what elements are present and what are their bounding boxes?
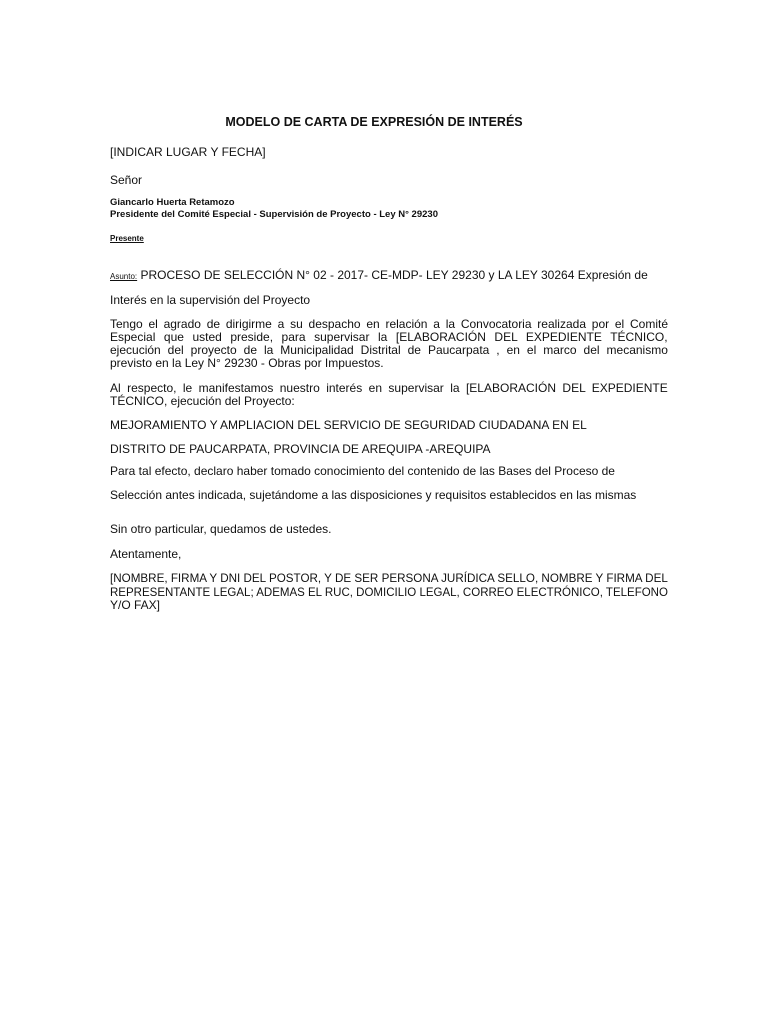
asunto-label: Asunto: (110, 272, 138, 281)
asunto-line (110, 268, 648, 284)
presente: Presente (110, 234, 144, 243)
paragraph-line: Al respecto, le manifestamos nuestro interés en supervisar la [ELABORACIÓN DEL EXPEDIENTE (110, 381, 668, 395)
project-line: DISTRITO DE PAUCARPATA, PROVINCIA DE AREQUIPA -AREQUIPA (110, 442, 491, 456)
sign-off: Atentamente, (110, 547, 182, 561)
signature-line: [NOMBRE, FIRMA Y DNI DEL POSTOR, Y DE SER PERSONA JURÍDICA SELLO, NOMBRE Y FIRMA DEL (110, 571, 668, 585)
paragraph-line: ejecución del proyecto de la Municipalidad Distrital de Paucarpata , en el marco del mecanismo (110, 343, 668, 357)
place-date: [INDICAR LUGAR Y FECHA] (110, 145, 266, 159)
salutation: Señor (110, 173, 143, 187)
project-line: MEJORAMIENTO Y AMPLIACION DEL SERVICIO DE SEGURIDAD CIUDADANA EN EL (110, 418, 587, 432)
signature-line: Y/O FAX] (110, 598, 161, 612)
recipient-title: Presidente del Comité Especial - Supervisión de Proyecto - Ley N° 29230 (110, 209, 438, 220)
paragraph-line: Tengo el agrado de dirigirme a su despacho en relación a la Convocatoria realizada por el Comité (110, 317, 669, 331)
paragraph-line: TÉCNICO, ejecución del Proyecto: (110, 394, 295, 408)
recipient-name: Giancarlo Huerta Retamozo (110, 197, 235, 208)
paragraph-line: Especial que usted preside, para supervisar la [ELABORACIÓN DEL EXPEDIENTE TÉCNICO, (110, 330, 668, 344)
asunto-text: PROCESO DE SELECCIÓN N° 02 - 2017- CE-MDP- LEY 29230 y LA LEY 30264 Expresión de (137, 268, 648, 282)
paragraph-line: previsto en la Ley N° 29230 - Obras por Impuestos. (110, 356, 384, 370)
paragraph-line: Para tal efecto, declaro haber tomado conocimiento del contenido de las Bases del Proceso de (110, 464, 615, 478)
paragraph-line: Selección antes indicada, sujetándome a las disposiciones y requisitos establecidos en las mismas (110, 488, 637, 502)
page-title: MODELO DE CARTA DE EXPRESIÓN DE INTERÉS (225, 115, 523, 129)
closing: Sin otro particular, quedamos de ustedes. (110, 522, 332, 536)
asunto-line-2: Interés en la supervisión del Proyecto (110, 293, 311, 307)
signature-line: REPRESENTANTE LEGAL; ADEMAS EL RUC, DOMICILIO LEGAL, CORREO ELECTRÓNICO, TELEFONO (110, 585, 668, 599)
